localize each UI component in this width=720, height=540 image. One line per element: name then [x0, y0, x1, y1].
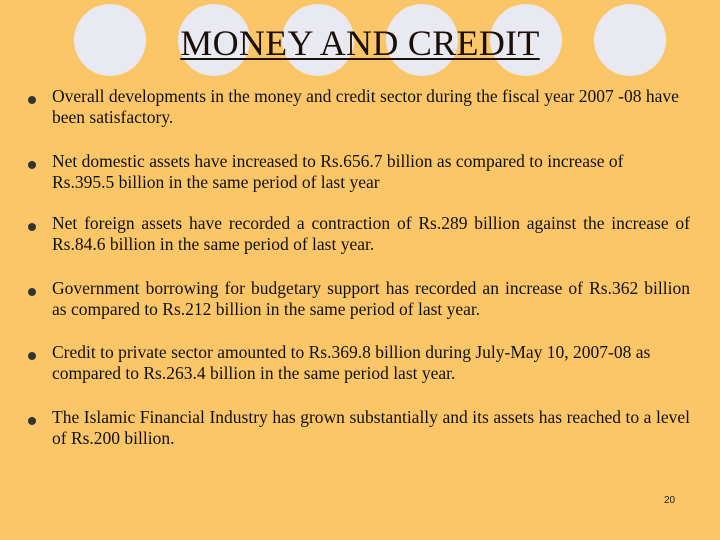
bullet-dot-icon — [28, 288, 36, 296]
bullet-dot-icon — [28, 96, 36, 104]
bullet-dot-icon — [28, 223, 36, 231]
bullet-text: Government borrowing for budgetary support has recorded an increase of Rs.362 billion as compared to Rs.212 billion in the same period of last year. — [52, 278, 690, 319]
bullet-dot-icon — [28, 417, 36, 425]
bullet-dot-icon — [28, 161, 36, 169]
bullet-dot-icon — [28, 352, 36, 360]
bullet-text: Net foreign assets have recorded a contraction of Rs.289 billion against the increase of Rs.84.6 billion in the same period of last year. — [52, 213, 690, 254]
slide-title: MONEY AND CREDIT — [180, 23, 540, 63]
bullet-text: Net domestic assets have increased to Rs.656.7 billion as compared to increase of Rs.395.5 billion in the same period of last year — [52, 151, 624, 192]
page-number: 20 — [664, 495, 676, 506]
bullet-text: The Islamic Financial Industry has grown substantially and its assets has reached to a level of Rs.200 billion. — [52, 407, 690, 448]
bullet-text: Overall developments in the money and credit sector during the fiscal year 2007 -08 have been satisfactory. — [52, 86, 679, 127]
bullet-text: Credit to private sector amounted to Rs.369.8 billion during July-May 10, 2007-08 as compared to Rs.263.4 billion in the same period last year. — [52, 342, 651, 383]
